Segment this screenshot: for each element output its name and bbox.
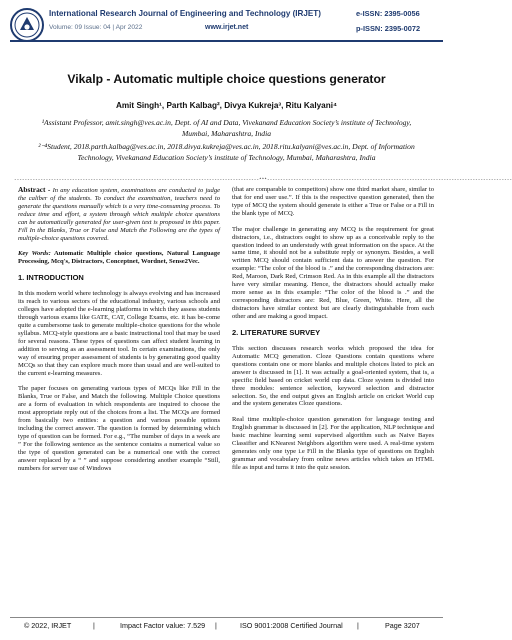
intro-paragraph-4: The major challenge in generating any MCQ is the requirement for great distractors, i.e., distractors ought to show up as a conceivable reply to the question indeed to an understudy with great information on the space. At the same time, it should not be a substitute reply or synonym. Besides, a well written MCQ should contain sufficient data to answer the question. For example: “The color of the blood is .” and the corresponding distractors are: Red, Maroon, Dark Red, Crimson Red. As in this example all the distractors have very similar meaning. Hence, the distractors should actually make more sense as in this example: “The color of the blood is .” and the corresponding distractors are: Red, Blue, Green, White. Here, all the distractors have similar context but are clearly distinguishable from each other and are making a good impact. (232, 225, 434, 321)
footer-copyright: © 2022, IRJET (24, 621, 72, 630)
keywords-label: Key Words: (18, 250, 51, 258)
footer-separator: | (357, 621, 359, 630)
affiliation-2: ²⁻⁴Student, 2018.parth.kalbag@ves.ac.in, 2018.divya.kukreja@ves.ac.in, 2018.ritu.kalyani@ves.ac.in, Dept. of Information Technology, Vivekanand Education Society’s institute of Technology, Mumbai, Maharashtra, India (38, 142, 415, 162)
footer-separator: | (215, 621, 217, 630)
p-issn: p-ISSN: 2395-0072 (356, 24, 421, 33)
header-divider (10, 40, 443, 42)
keywords-text: Automatic Multiple choice questions, Natural Language Processing, Mcq's, Distractors, Conceptnet, Wordnet, Sense2Vec. (18, 250, 220, 266)
keywords-paragraph (18, 250, 220, 266)
footer-impact-factor: Impact Factor value: 7.529 (120, 621, 206, 630)
intro-paragraph-1: In this modern world where technology is always evolving and has increased its reach to various sectors of the educational industry, various schools and colleges have adopted the e-learning platforms in which they assess students through various exams like GATE, CAT, College Exams, etc. it has be-come quite a cumbersome task to generate multiple-choice questions for the whole syllabus. MCQ-style questions are a basic instructional tool that may be used for several reasons. These types of questions can affect student learning in addition to serving as an assessment tool. In certain examinations, the only way of ensuring proper assessment of students is by generating good quality MCQs so that they can explore much more than usual and are well-suited to the current e-learning measures. (18, 290, 220, 377)
section-heading-introduction: 1. INTRODUCTION (18, 273, 84, 283)
paper-title: Vikalp - Automatic multiple choice questions generator (67, 72, 386, 86)
abstract-paragraph (18, 186, 220, 243)
journal-header (0, 0, 453, 66)
section-heading-literature-survey: 2. LITERATURE SURVEY (232, 327, 321, 337)
literature-paragraph-2: Real time multiple-choice question generation for language testing and English grammar is discussed in [2]. For the application, NLP technique and basic machine learning semi supervised algorithm such as Naive Bayes Classifier and KNearest Neighbors algorithm were used. A real-time system generates only one type i.e Fill in the Blanks type of questions on English grammar and vocabulary from online news articles which takes an HTML file as input and turns it into the quiz session. (232, 416, 434, 471)
footer-separator: | (93, 621, 95, 630)
page-footer (0, 621, 453, 635)
footer-divider (10, 617, 443, 618)
left-column (18, 186, 220, 481)
paper-authors: Amit Singh¹, Parth Kalbag², Divya Kukreja³, Ritu Kalyani⁴ (115, 101, 338, 110)
literature-paragraph-1: This section discusses research works which proposed the idea for Automatic MCQ generation. Cloze Questions contain questions where questions contain one or more blanks and multiple choices listed to pick an answer is discussed in [1]. It was actually a goal-oriented system, that is, a specific field based on cricket world cup data. Cloze system is divided into three modules: sentence selection, keyword selection and distractor selection. So, the end output gives an English article on cricket World cup and the system generates Cloze questions. (232, 344, 434, 408)
journal-name: International Research Journal of Engineering and Technology (IRJET) (49, 9, 321, 18)
right-column (232, 186, 434, 480)
footer-iso: ISO 9001:2008 Certified Journal (240, 621, 343, 630)
e-issn: e-ISSN: 2395-0056 (356, 9, 420, 18)
intro-paragraph-3: (that are comparable to competitors) show one third market share, similar to that for end user use.”. If this is the respective question generated, then the type of MCQ the system should generate is either a True or False or a Fill in the blank type of MCQ. (232, 186, 434, 217)
irjet-logo-icon (10, 8, 44, 42)
issue-info: Volume: 09 Issue: 04 | Apr 2022 (49, 24, 143, 31)
intro-paragraph-2: The paper focuses on generating various types of MCQs like Fill in the Blanks, True or False, and Match the following. Multiple Choice questions are a form of evaluation in which respondents are inquired to choose the most appropriate reply out of the choices from a list. The MCQs are formed from basically two entities: a question and various possible options including the correct answer. The question is formed by determining which type of question can be formed. For e.g., “The number of days in a week are ” For the following sentence as the sentence contains a numerical value so the type of question generated can be a numerical one with the correct answer replaced by a “ ” and suppose considering another example “Still, numbers for server use of Windows (18, 385, 220, 472)
abstract-text: In any education system, examinations are conducted to judge the caliber of the students. To conduct the examination, teachers need to generate the questions manually which is a very time-consuming process. To reduce time and effort, a system through which multiple choice questions can be automatically generated for user-given text is proposed in this paper. Fill In the Blanks, True or False and Match the Following are the types of multiple-choice questions covered. (18, 187, 221, 242)
journal-website-link[interactable]: www.irjet.net (205, 24, 249, 31)
section-separator: ---------------------------------------------------------------------------------------------***--------------------------------------------------------------------------------------------- (14, 178, 512, 183)
affiliation-1: ¹Assistant Professor, amit.singh@ves.ac.in, Dept. of AI and Data, Vivekanand Education Society’s institute of Technology, Mumbai, Maharashtra, India (41, 118, 412, 138)
abstract-label: Abstract - (18, 185, 51, 194)
footer-page-number: Page 3207 (385, 621, 420, 630)
